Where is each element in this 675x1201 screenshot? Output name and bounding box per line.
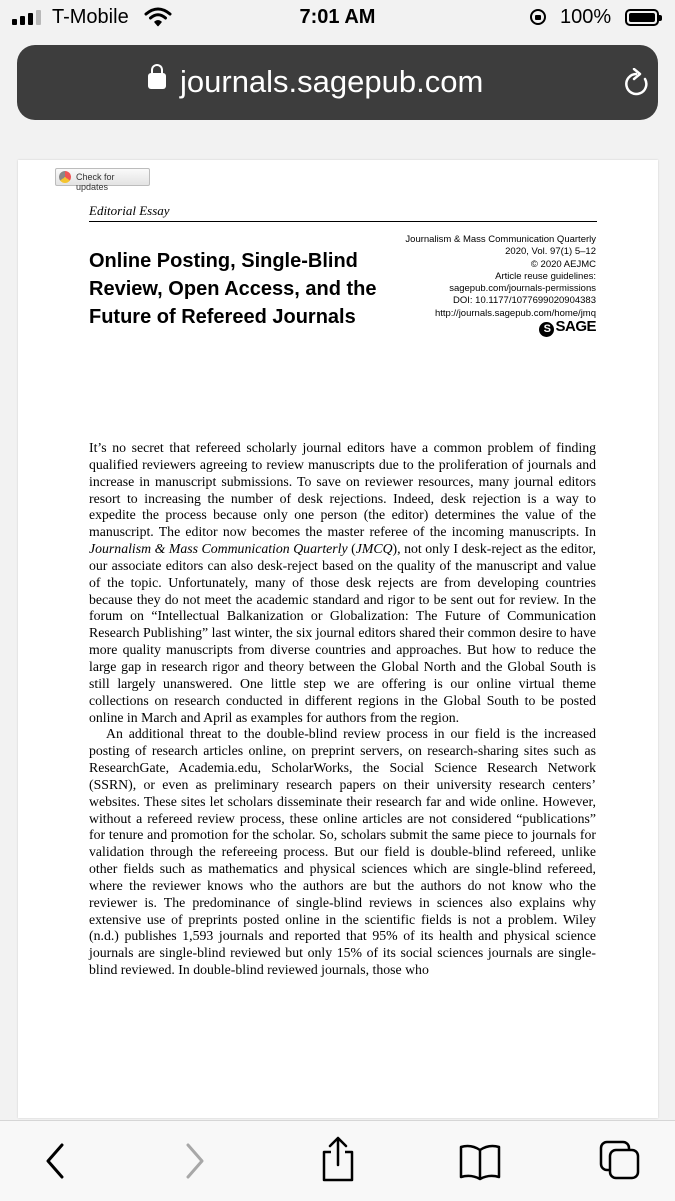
- url-text[interactable]: journals.sagepub.com: [180, 64, 484, 99]
- meta-reuse: Article reuse guidelines:: [495, 270, 596, 282]
- lock-icon: [148, 73, 166, 89]
- divider: [89, 221, 597, 222]
- paragraph-1: It’s no secret that refereed scholarly journal editors have a common problem of finding qualified reviewers agreeing to review manuscripts due to the proliferation of journals and increase in manuscript submissions. To save on reviewer resources, many journal editors resort to increasing the number of desk rejections. Indeed, desk rejection is a way to expedite the process because only one person (the editor) determines the value of the manuscript. The editor now becomes the master referee of the incoming manuscripts. In Journalism & Mass Communication Quarterly (JMCQ), not only I desk-reject as the editor, our associate editors can also desk-reject based on the quality of the manuscript and value of the topic. Unfortunately, many of those desk rejects are from developing countries because they do not meet the academic standard and rigor to be sent out for review. In the forum on “Intellectual Balkanization or Globalization: The Future of Communication Research Publishing” last winter, the six journal editors shared their common desire to have more quality manuscripts from diverse countries and approaches. But how to reduce the large gap in research rigor and theory between the Global North and the Global South is still largely unanswered. One little step we are offering is our online virtual theme collections on research conducted in different regions in the Global South to be posted online in March and April as examples for authors from the region.: [89, 440, 596, 725]
- battery-icon: [625, 9, 659, 26]
- meta-permissions: sagepub.com/journals-permissions: [449, 283, 596, 295]
- meta-journal: Journalism & Mass Communication Quarterly: [405, 234, 596, 245]
- journal-name: Journalism & Mass Communication Quarterly: [89, 541, 348, 557]
- forward-icon[interactable]: [180, 1139, 210, 1183]
- journal-abbr: JMCQ: [355, 541, 393, 557]
- article-meta: [405, 234, 596, 337]
- check-for-updates-button[interactable]: [55, 168, 150, 192]
- check-for-updates-label: Check for updates: [76, 172, 115, 192]
- rotation-lock-icon: [530, 9, 546, 25]
- carrier-label: T-Mobile: [52, 6, 129, 28]
- meta-homepage: http://journals.sagepub.com/home/jmq: [434, 307, 596, 319]
- article-title: Online Posting, Single-Blind Review, Open Access, and the Future of Refereed Journals: [89, 250, 377, 328]
- meta-doi: DOI: 10.1177/1077699020904383: [453, 295, 596, 307]
- status-bar: [0, 0, 675, 36]
- article-body: [89, 440, 596, 979]
- browser-toolbar: [0, 1120, 675, 1201]
- bookmarks-icon[interactable]: [457, 1141, 503, 1181]
- paragraph-2: An additional threat to the double-blind review process in our field is the increased posting of research articles online, on preprint servers, on research-sharing sites such as ResearchGate, Academia.edu, ScholarWorks, the Social Science Research Network (SSRN), or even as preliminary research papers on their university research centers’ websites. These sites let scholars disseminate their research far and wide online. However, without a refereed review process, these online articles are not considered “publications” for tenure and promotion for the scholar. So, scholars submit the same piece to journals for validation through the refereeing process. But our field is double-blind refereed, unlike other fields such as mathematics and physical sciences which are single-blind refereed, where the reviewer knows who the authors are but the authors do not know who the reviewer is. The predominance of single-blind reviews in sciences also explains why extensive use of preprints posted online in the scientific fields is not a problem. Wiley (n.d.) publishes 1,593 journals and reported that 95% of its health and physical science journals are single-blind reviewed but only 15% of its social sciences journals are single-blind reviewed. In double-blind reviewed journals, those who: [89, 726, 596, 978]
- reload-icon[interactable]: [623, 68, 651, 98]
- section-label: Editorial Essay: [89, 203, 170, 218]
- tabs-icon[interactable]: [598, 1139, 642, 1181]
- publisher-logo: S SAGE: [405, 321, 596, 337]
- share-icon[interactable]: [318, 1135, 358, 1183]
- meta-copyright: © 2020 AEJMC: [530, 258, 596, 270]
- crossmark-icon: [59, 171, 71, 183]
- document-page: [18, 160, 658, 1118]
- back-icon[interactable]: [40, 1139, 70, 1183]
- battery-percent: 100%: [560, 6, 612, 28]
- publisher-logo-text: SAGE: [555, 318, 596, 336]
- meta-volume: 2020, Vol. 97(1) 5–12: [505, 246, 596, 258]
- clock: 7:01 AM: [299, 6, 376, 28]
- address-bar[interactable]: [17, 45, 658, 120]
